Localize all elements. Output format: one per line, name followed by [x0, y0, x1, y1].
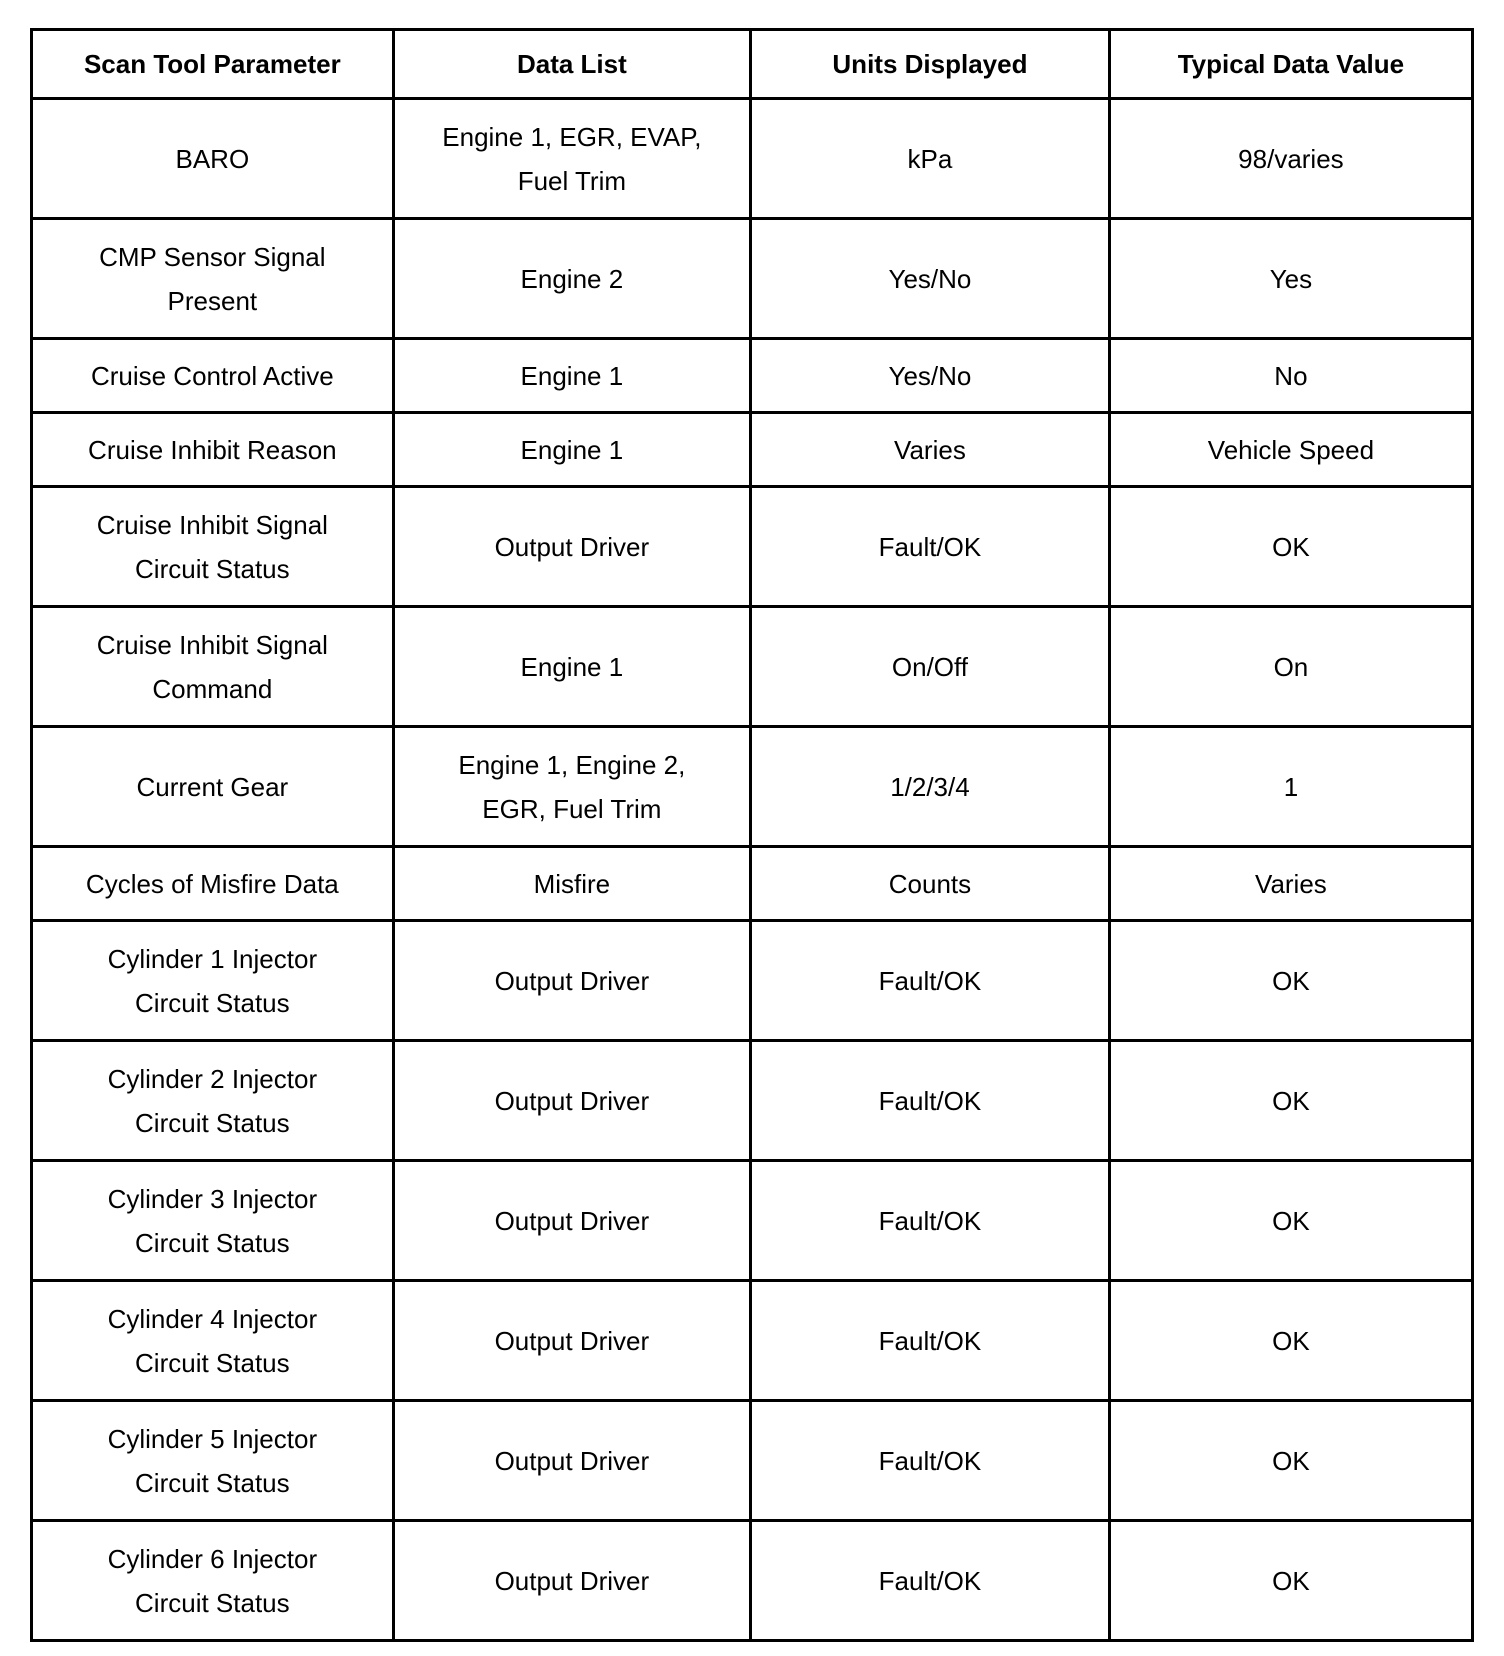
- units-cell: Yes/No: [751, 219, 1110, 339]
- parameter-text-line: Circuit Status: [135, 1227, 290, 1258]
- typical-value-cell: 98/varies: [1109, 99, 1472, 219]
- data-list-cell: [393, 413, 750, 487]
- table-row: [32, 727, 1473, 847]
- typical-value-cell: OK: [1109, 921, 1472, 1041]
- typical-value-cell: 1: [1109, 727, 1472, 847]
- parameter-text-line: Command: [152, 673, 273, 704]
- data-list-text-line: Engine 2: [520, 263, 624, 294]
- parameter-text-line: BARO: [175, 143, 250, 174]
- parameter-text-line: Cruise Inhibit Signal: [96, 629, 328, 660]
- typical-value-cell: OK: [1109, 1401, 1472, 1521]
- parameter-text-line: Cruise Inhibit Reason: [88, 434, 337, 465]
- units-cell: Fault/OK: [751, 487, 1110, 607]
- data-list-text-line: Engine 1: [520, 651, 624, 682]
- table-row: [32, 1161, 1473, 1281]
- parameter-cell: [32, 219, 394, 339]
- parameter-text-line: Cylinder 2 Injector: [107, 1063, 318, 1094]
- parameter-cell: [32, 413, 394, 487]
- table-row: [32, 1521, 1473, 1641]
- data-list-text-line: Output Driver: [494, 965, 650, 996]
- units-cell: Fault/OK: [751, 1521, 1110, 1641]
- parameter-text-line: Circuit Status: [135, 1467, 290, 1498]
- data-list-text-line: Engine 1, Engine 2,: [458, 749, 686, 780]
- data-list-cell: [393, 1161, 750, 1281]
- typical-value-cell: OK: [1109, 487, 1472, 607]
- data-list-cell: [393, 1401, 750, 1521]
- data-list-cell: [393, 339, 750, 413]
- data-list-text-line: Output Driver: [494, 1565, 650, 1596]
- units-cell: Varies: [751, 413, 1110, 487]
- data-list-cell: [393, 727, 750, 847]
- units-cell: 1/2/3/4: [751, 727, 1110, 847]
- typical-value-cell: No: [1109, 339, 1472, 413]
- parameter-text-line: Cruise Control Active: [90, 360, 334, 391]
- parameter-text-line: Cylinder 6 Injector: [107, 1543, 318, 1574]
- parameter-cell: [32, 339, 394, 413]
- parameter-text-line: Circuit Status: [135, 1347, 290, 1378]
- table-row: [32, 219, 1473, 339]
- typical-value-cell: Vehicle Speed: [1109, 413, 1472, 487]
- parameter-text-line: CMP Sensor Signal: [99, 241, 326, 272]
- parameter-cell: [32, 607, 394, 727]
- table-header-row: [32, 30, 1473, 99]
- data-list-text-line: Output Driver: [494, 1205, 650, 1236]
- data-list-text-line: Fuel Trim: [517, 165, 627, 196]
- parameter-cell: [32, 1521, 394, 1641]
- data-list-cell: [393, 1041, 750, 1161]
- data-list-text-line: Misfire: [533, 868, 611, 899]
- typical-value-cell: OK: [1109, 1161, 1472, 1281]
- header-typical-data-value: Typical Data Value: [1109, 30, 1472, 99]
- data-list-text-line: Engine 1: [520, 434, 624, 465]
- data-list-text-line: Output Driver: [494, 531, 650, 562]
- units-cell: On/Off: [751, 607, 1110, 727]
- parameter-cell: [32, 921, 394, 1041]
- typical-value-cell: Varies: [1109, 847, 1472, 921]
- table-row: [32, 607, 1473, 727]
- data-list-cell: [393, 487, 750, 607]
- data-list-cell: [393, 1281, 750, 1401]
- parameter-text-line: Circuit Status: [135, 1587, 290, 1618]
- data-list-cell: [393, 847, 750, 921]
- scan-tool-data-table: [30, 28, 1474, 1642]
- data-list-cell: [393, 1521, 750, 1641]
- parameter-text-line: Circuit Status: [135, 987, 290, 1018]
- typical-value-cell: OK: [1109, 1281, 1472, 1401]
- data-list-cell: [393, 607, 750, 727]
- typical-value-cell: OK: [1109, 1521, 1472, 1641]
- units-cell: Fault/OK: [751, 921, 1110, 1041]
- table-row: [32, 99, 1473, 219]
- table-row: [32, 921, 1473, 1041]
- parameter-cell: [32, 1161, 394, 1281]
- table-row: [32, 487, 1473, 607]
- table-row: [32, 1401, 1473, 1521]
- units-cell: Fault/OK: [751, 1161, 1110, 1281]
- data-list-text-line: Output Driver: [494, 1325, 650, 1356]
- parameter-text-line: Cylinder 4 Injector: [107, 1303, 318, 1334]
- units-cell: Yes/No: [751, 339, 1110, 413]
- table-row: [32, 339, 1473, 413]
- data-list-text-line: Engine 1, EGR, EVAP,: [442, 121, 702, 152]
- parameter-cell: [32, 727, 394, 847]
- parameter-text-line: Cruise Inhibit Signal: [96, 509, 328, 540]
- parameter-cell: [32, 487, 394, 607]
- parameter-text-line: Cylinder 3 Injector: [107, 1183, 318, 1214]
- units-cell: Counts: [751, 847, 1110, 921]
- parameter-text-line: Circuit Status: [135, 1107, 290, 1138]
- data-list-text-line: Output Driver: [494, 1445, 650, 1476]
- typical-value-cell: OK: [1109, 1041, 1472, 1161]
- data-list-cell: [393, 921, 750, 1041]
- table-row: [32, 413, 1473, 487]
- units-cell: Fault/OK: [751, 1401, 1110, 1521]
- data-list-text-line: Output Driver: [494, 1085, 650, 1116]
- header-data-list: Data List: [393, 30, 750, 99]
- parameter-text-line: Current Gear: [136, 771, 289, 802]
- data-list-text-line: Engine 1: [520, 360, 624, 391]
- parameter-text-line: Cycles of Misfire Data: [85, 868, 339, 899]
- parameter-cell: [32, 1041, 394, 1161]
- units-cell: kPa: [751, 99, 1110, 219]
- typical-value-cell: Yes: [1109, 219, 1472, 339]
- data-list-cell: [393, 99, 750, 219]
- table-body: [32, 99, 1473, 1641]
- table-row: [32, 847, 1473, 921]
- parameter-cell: [32, 1401, 394, 1521]
- parameter-text-line: Cylinder 1 Injector: [107, 943, 318, 974]
- typical-value-cell: On: [1109, 607, 1472, 727]
- parameter-cell: [32, 1281, 394, 1401]
- header-scan-tool-parameter: Scan Tool Parameter: [32, 30, 394, 99]
- table-row: [32, 1041, 1473, 1161]
- header-units-displayed: Units Displayed: [751, 30, 1110, 99]
- parameter-text-line: Cylinder 5 Injector: [107, 1423, 318, 1454]
- parameter-text-line: Present: [167, 285, 258, 316]
- parameter-cell: [32, 99, 394, 219]
- units-cell: Fault/OK: [751, 1041, 1110, 1161]
- units-cell: Fault/OK: [751, 1281, 1110, 1401]
- data-list-text-line: EGR, Fuel Trim: [482, 793, 662, 824]
- parameter-cell: [32, 847, 394, 921]
- table-row: [32, 1281, 1473, 1401]
- parameter-text-line: Circuit Status: [135, 553, 290, 584]
- data-list-cell: [393, 219, 750, 339]
